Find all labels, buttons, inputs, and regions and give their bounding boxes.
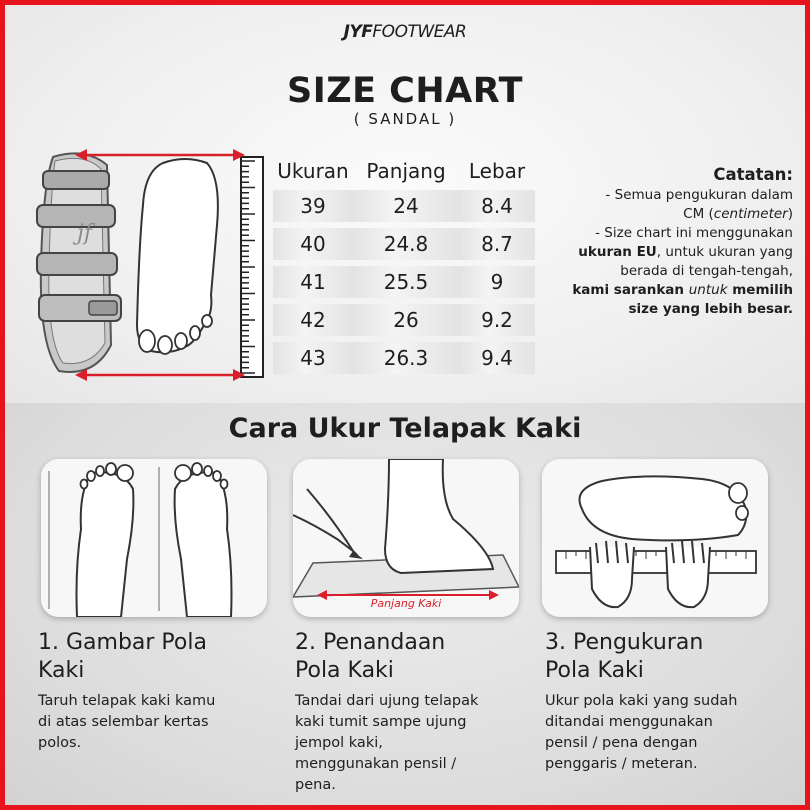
panjang-kaki-label: Panjang Kaki	[370, 597, 442, 610]
cell-ukuran: 40	[273, 228, 353, 260]
cell-panjang: 26	[353, 304, 459, 336]
col-header-ukuran: Ukuran	[277, 159, 349, 183]
notes-title: Catatan:	[713, 165, 793, 184]
col-header-lebar: Lebar	[468, 159, 526, 183]
step-desc-line: penggaris / meteran.	[545, 756, 698, 772]
note-bold: size yang lebih besar.	[628, 301, 793, 317]
note-text: , untuk ukuran yang	[656, 244, 793, 260]
step-title-line: 1. Gambar Pola	[38, 630, 207, 655]
note-line: - Semua pengukuran dalam	[605, 187, 793, 203]
cell-panjang: 24	[353, 190, 459, 222]
step-desc-line: kaki tumit sampe ujung	[295, 714, 467, 730]
note-line: berada di tengah-tengah,	[620, 263, 793, 279]
step-desc-line: pensil / pena dengan	[545, 735, 698, 751]
step-2-description	[295, 691, 478, 796]
note-bold: ukuran EU	[578, 244, 657, 260]
table-row	[273, 342, 535, 374]
cell-lebar: 9.2	[459, 304, 535, 336]
step-3-description	[545, 691, 737, 775]
step-title-line: Pola Kaki	[295, 658, 394, 683]
note-line	[533, 300, 793, 319]
step-desc-line: Taruh telapak kaki kamu	[38, 693, 216, 709]
cell-lebar: 8.4	[459, 190, 535, 222]
cell-ukuran: 39	[273, 190, 353, 222]
table-row	[273, 228, 535, 260]
step-desc-line: di atas selembar kertas	[38, 714, 209, 730]
size-table-header	[273, 158, 535, 184]
size-table	[273, 152, 535, 380]
step-1-title	[38, 629, 207, 685]
notes-block	[533, 165, 793, 319]
cell-ukuran: 43	[273, 342, 353, 374]
step-2-title	[295, 629, 445, 685]
page-title: SIZE CHART	[286, 71, 524, 111]
step-3-title	[545, 629, 703, 685]
step-desc-line: polos.	[38, 735, 82, 751]
note-bold: kami sarankan	[572, 282, 689, 298]
ruler-measure-illustration	[542, 459, 768, 617]
foot-outline	[137, 159, 218, 354]
step-3-card	[542, 459, 768, 617]
step-1-description	[38, 691, 215, 754]
table-row	[273, 266, 535, 298]
note-bold: memilih	[727, 282, 793, 298]
cell-lebar: 8.7	[459, 228, 535, 260]
step-title-line: Pola Kaki	[545, 658, 644, 683]
note-line	[533, 205, 793, 224]
sandal-icon	[37, 153, 121, 372]
feet-on-paper-illustration	[41, 459, 267, 617]
cell-lebar: 9.4	[459, 342, 535, 374]
step-desc-line: Ukur pola kaki yang sudah	[545, 693, 738, 709]
cell-panjang: 24.8	[353, 228, 459, 260]
note-text: CM (	[683, 206, 714, 222]
step-desc-line: jempol kaki,	[295, 735, 383, 751]
cell-ukuran: 42	[273, 304, 353, 336]
step-title-line: 3. Pengukuran	[545, 630, 704, 655]
brand-logo-rest: FOOTWEAR	[372, 22, 467, 42]
cell-panjang: 26.3	[353, 342, 459, 374]
brand-logo	[5, 22, 805, 42]
col-header-panjang: Panjang	[366, 159, 446, 183]
note-line	[533, 243, 793, 262]
svg-text:jf: jf	[77, 221, 92, 246]
table-row	[273, 190, 535, 222]
note-italic: untuk	[688, 282, 728, 298]
note-text: )	[787, 206, 793, 222]
step-desc-line: pena.	[295, 777, 336, 793]
step-title-line: Kaki	[38, 658, 85, 683]
brand-logo-bold: JYF	[343, 22, 373, 42]
step-desc-line: menggunakan pensil /	[295, 756, 457, 772]
how-to-measure-title: Cara Ukur Telapak Kaki	[228, 413, 582, 444]
foot-marking-illustration	[293, 459, 519, 617]
table-row	[273, 304, 535, 336]
step-1-card	[41, 459, 267, 617]
cell-lebar: 9	[459, 266, 535, 298]
sandal-foot-ruler-illustration	[35, 145, 267, 385]
step-title-line: 2. Penandaan	[295, 630, 446, 655]
cell-ukuran: 41	[273, 266, 353, 298]
step-desc-line: Tandai dari ujung telapak	[295, 693, 479, 709]
note-line	[533, 281, 793, 300]
cell-panjang: 25.5	[353, 266, 459, 298]
note-line: - Size chart ini menggunakan	[595, 225, 793, 241]
note-italic: centimeter	[713, 206, 788, 222]
page-subtitle: ( SANDAL )	[353, 110, 457, 128]
ruler-icon	[241, 157, 263, 377]
step-2-card	[293, 459, 519, 617]
step-desc-line: ditandai menggunakan	[545, 714, 713, 730]
